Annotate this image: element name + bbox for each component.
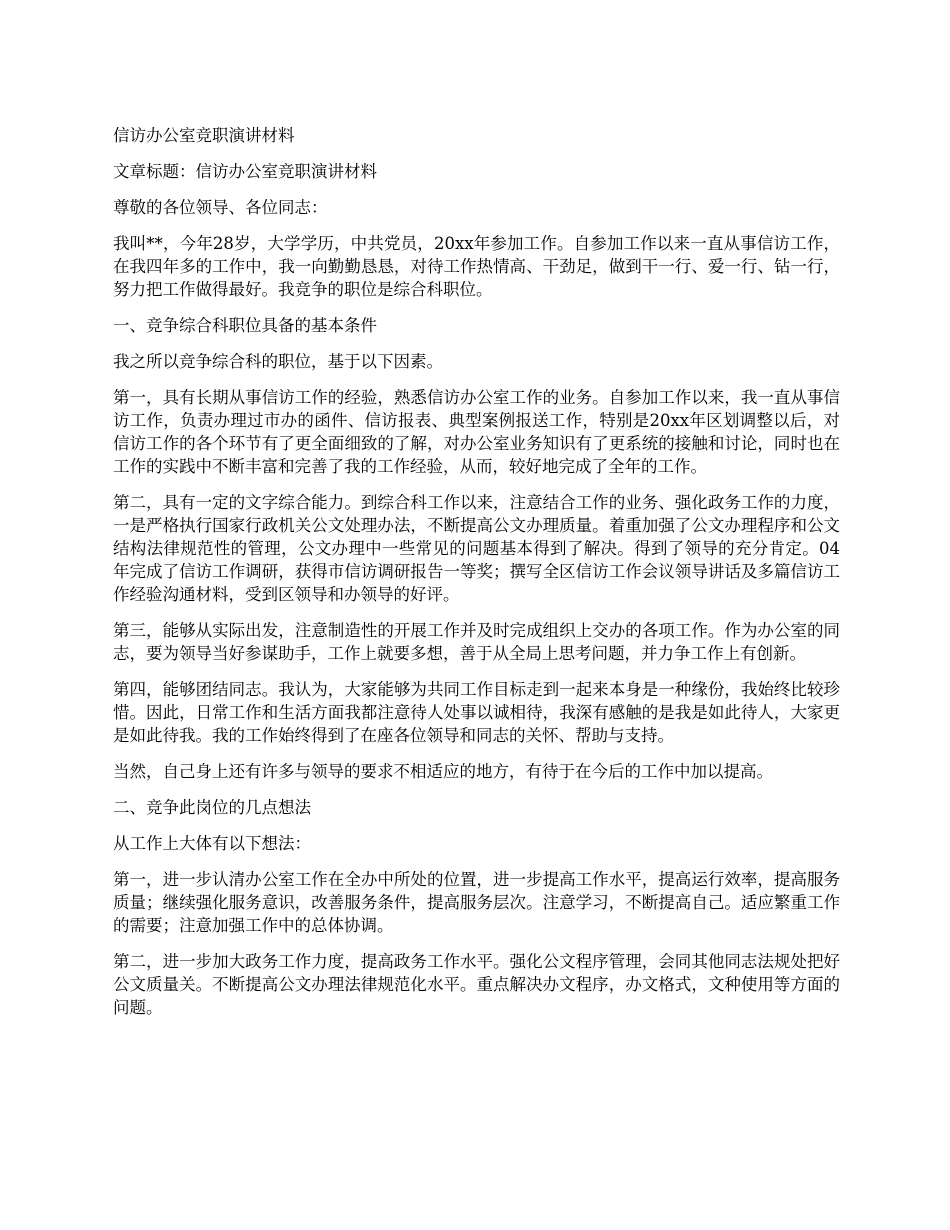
- section-2-lead: 从工作上大体有以下想法：: [113, 834, 311, 853]
- idea-2-paragraph: 第二，进一步加大政务工作力度，提高政务工作水平。强化公文程序管理，会同其他同志法规处把好公文质量关。不断提高公文办理法律规范化水平。重点解决办文程序，办文格式，文种使用等方面的问题。: [113, 952, 840, 1017]
- point-3-paragraph: 第三，能够从实际出发，注意制造性的开展工作并及时完成组织上交办的各项工作。作为办公室的同志，要为领导当好参谋助手，工作上就要多想，善于从全局上思考问题，并力争工作上有创新。: [113, 621, 840, 663]
- shortcoming-paragraph: 当然，自己身上还有许多与领导的要求不相适应的地方，有待于在今后的工作中加以提高。: [113, 762, 773, 781]
- document-title: 信访办公室竞职演讲材料: [113, 126, 295, 145]
- section-heading-1: 一、竞争综合科职位具备的基本条件: [113, 316, 377, 335]
- greeting: 尊敬的各位领导、各位同志：: [113, 198, 328, 217]
- document-body: [113, 124, 840, 1032]
- idea-1-paragraph: 第一，进一步认清办公室工作在全办中所处的位置，进一步提高工作水平，提高运行效率，提高服务质量；继续强化服务意识，改善服务条件，提高服务层次。注意学习，不断提高自己。适应繁重工作的需要；注意加强工作中的总体协调。: [113, 870, 840, 935]
- point-1-paragraph: 第一，具有长期从事信访工作的经验，熟悉信访办公室工作的业务。自参加工作以来，我一直从事信访工作，负责办理过市办的函件、信访报表、典型案例报送工作，特别是20xx年区划调整以后，对信访工作的各个环节有了更全面细致的了解，对办公室业务知识有了更系统的接触和讨论，同时也在工作的实践中不断丰富和完善了我的工作经验，从而，较好地完成了全年的工作。: [113, 388, 840, 476]
- intro-paragraph: 我叫**，今年28岁，大学学历，中共党员，20xx年参加工作。自参加工作以来一直从事信访工作，在我四年多的工作中，我一向勤勤恳恳，对待工作热情高、干劲足，做到干一行、爱一行、钻一行，努力把工作做得最好。我竞争的职位是综合科职位。: [113, 234, 840, 299]
- section-heading-2: 二、竞争此岗位的几点想法: [113, 798, 311, 817]
- point-2-paragraph: 第二，具有一定的文字综合能力。到综合科工作以来，注意结合工作的业务、强化政务工作的力度，一是严格执行国家行政机关公文处理办法，不断提高公文办理质量。着重加强了公文办理程序和公文结构法律规范性的管理，公文办理中一些常见的问题基本得到了解决。得到了领导的充分肯定。04年完成了信访工作调研，获得市信访调研报告一等奖；撰写全区信访工作会议领导讲话及多篇信访工作经验沟通材料，受到区领导和办领导的好评。: [113, 493, 840, 604]
- article-title-line: 文章标题：信访办公室竞职演讲材料: [113, 162, 377, 181]
- section-1-lead: 我之所以竞争综合科的职位，基于以下因素。: [113, 352, 443, 371]
- point-4-paragraph: 第四，能够团结同志。我认为，大家能够为共同工作目标走到一起来本身是一种缘份，我始终比较珍惜。因此，日常工作和生活方面我都注意待人处事以诚相待，我深有感触的是我是如此待人，大家更是如此待我。我的工作始终得到了在座各位领导和同志的关怀、帮助与支持。: [113, 680, 840, 745]
